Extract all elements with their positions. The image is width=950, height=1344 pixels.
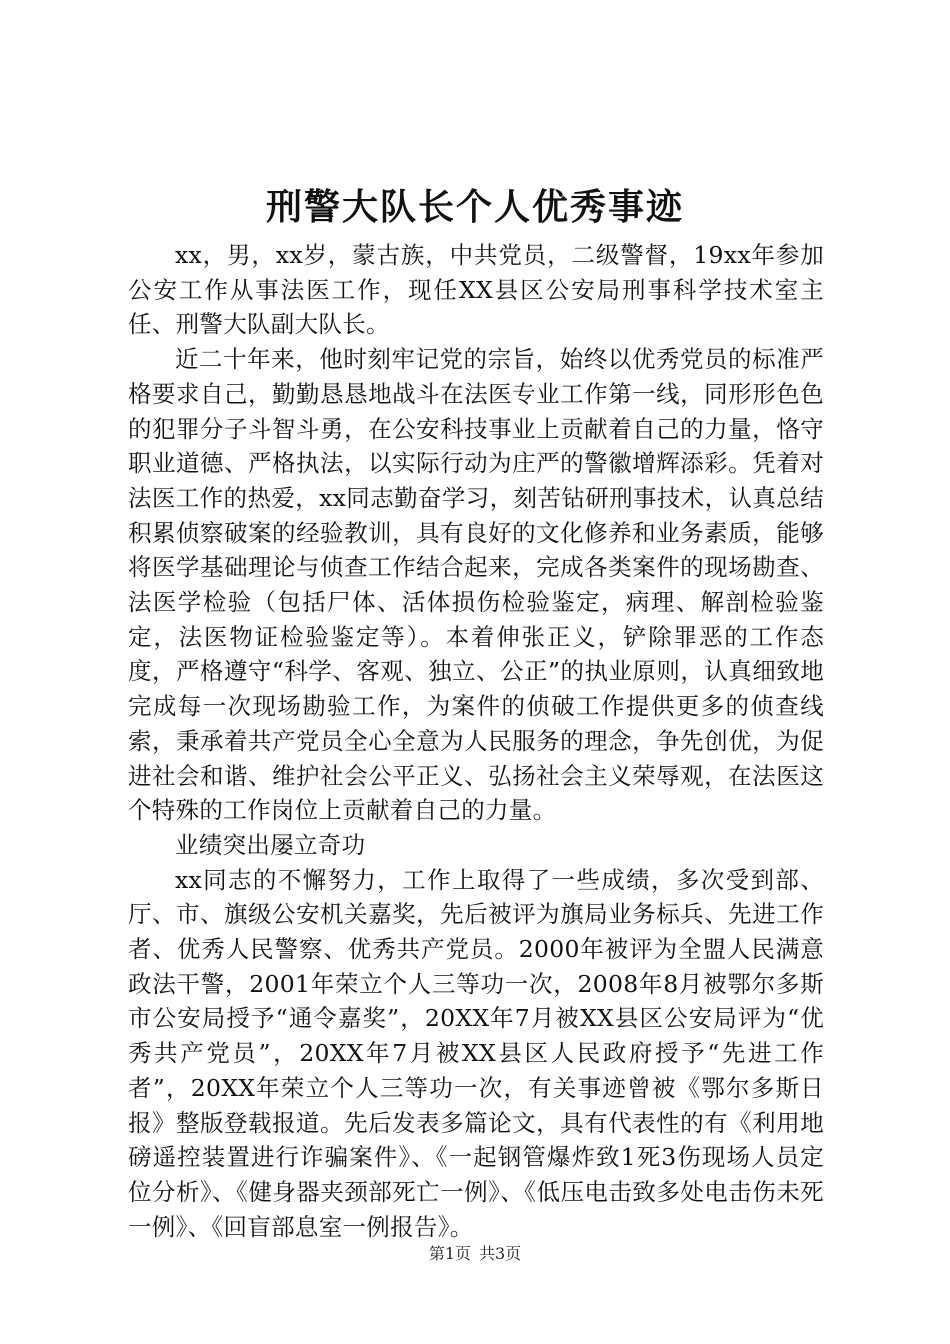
document-title: 刑警大队长个人优秀事迹 [265, 186, 684, 228]
document-body [128, 238, 824, 1244]
page-number-current: 第1页 [428, 1244, 471, 1263]
page-number-total: 共3页 [479, 1244, 522, 1263]
section-heading: 业绩突出屡立奇功 [175, 830, 366, 859]
paragraph-career: 近二十年来，他时刻牢记党的宗旨，始终以优秀党员的标准严格要求自己，勤勤恳恳地战斗在法医专业工作第一线，同形形色色的犯罪分子斗智斗勇，在公安科技事业上贡献着自己的力量，恪守职业道德、严格执法，以实际行动为庄严的警徽增辉添彩。凭着对法医工作的热爱，xx同志勤奋学习，刻苦钻研刑事技术，认真总结积累侦察破案的经验教训，具有良好的文化修养和业务素质，能够将医学基础理论与侦查工作结合起来，完成各类案件的现场勘查、法医学检验（包括尸体、活体损伤检验鉴定，病理、解剖检验鉴定，法医物证检验鉴定等）。本着伸张正义，铲除罪恶的工作态度，严格遵守“科学、客观、独立、公正”的执业原则，认真细致地完成每一次现场勘验工作，为案件的侦破工作提供更多的侦查线索，秉承着共产党员全心全意为人民服务的理念，争先创优，为促进社会和谐、维护社会公平正义、弘扬社会主义荣辱观，在法医这个特殊的工作岗位上贡献着自己的力量。 [128, 345, 824, 825]
paragraph-achievements: xx同志的不懈努力，工作上取得了一些成绩，多次受到部、厅、市、旗级公安机关嘉奖，先后被评为旗局业务标兵、先进工作者、优秀人民警察、优秀共产党员。2000年被评为全盟人民满意政法干警，2001年荣立个人三等功一次，2008年8月被鄂尔多斯市公安局授予“通令嘉奖”，20XX年7月被XX县区公安局评为“优秀共产党员”，20XX年7月被XX县区人民政府授予“先进工作者”，20XX年荣立个人三等功一次，有关事迹曾被《鄂尔多斯日报》整版登载报道。先后发表多篇论文，具有代表性的有《利用地磅遥控装置进行诈骗案件》、《一起钢管爆炸致1死3伤现场人员定位分析》、《健身器夹颈部死亡一例》、《低压电击致多处电击伤未死一例》、《回盲部息室一例报告》。 [128, 865, 824, 1241]
paragraph-intro: xx，男，xx岁，蒙古族，中共党员，二级警督，19xx年参加公安工作从事法医工作，现任XX县区公安局刑事科学技术室主任、刑警大队副大队长。 [128, 241, 824, 339]
page-footer [0, 1242, 950, 1266]
